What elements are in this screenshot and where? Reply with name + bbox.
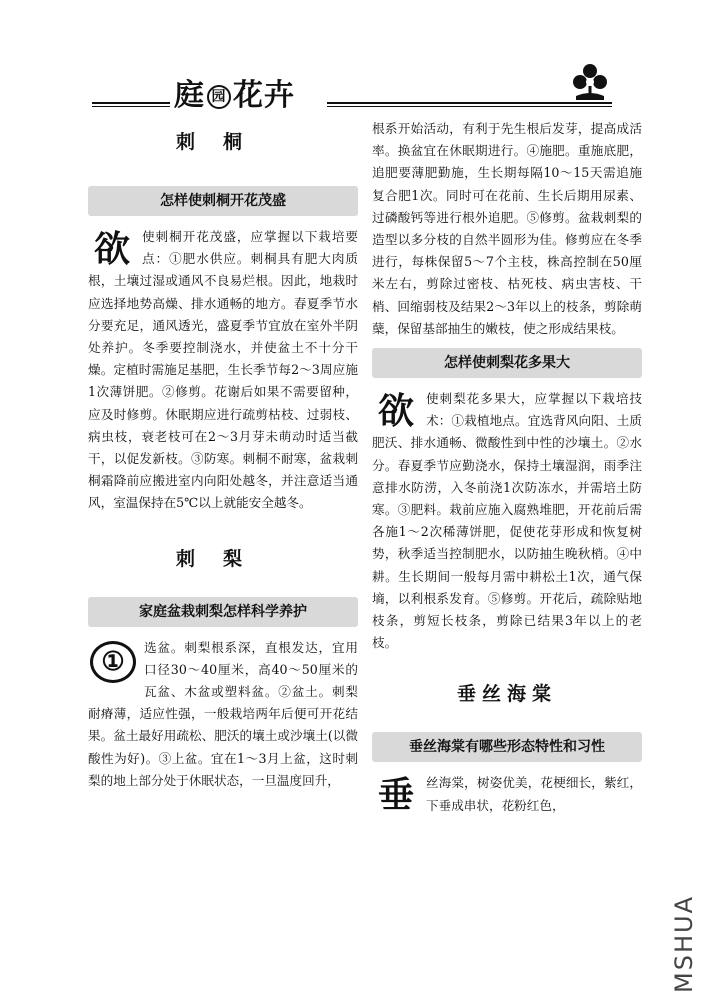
header-rule-left-thin [92,106,170,107]
brand-char: 庭 [174,78,205,113]
paragraph-citong [88,226,358,515]
drop-cap: 垂 [377,774,414,817]
paragraph-cili-continued: 根系开始活动，有利于先生根后发芽，提高成活率。换盆宜在休眠期进行。④施肥。重施底肥，追肥要薄肥勤施，生长期每隔10～15天需追施复合肥1次。同时可在花前、生长后期用尿素、过磷酸钙等进行根外追肥。⑤修剪。盆栽刺梨的造型以多分枝的自然半圆形为佳。修剪应在冬季进行，每株保留5～7个主枝，株高控制在50厘米左右，剪除过密枝、枯死枝、病虫害枝、干梢、回缩弱枝及结果2～3年以上的枝条，剪除萌蘖，保留基部抽生的嫩枝，使之形成结果枝。 [372,121,642,336]
brand-circle-char: 园 [207,85,231,109]
article-title-chuisi: 垂丝海棠 [456,683,557,706]
paragraph-cili-fruit [372,388,642,654]
subheading-cili-pot: 家庭盆栽刺梨怎样科学养护 [88,597,358,627]
paragraph-text: 选盆。刺梨根系深，直根发达，宜用口径30～40厘米，高40～50厘米的瓦盆、木盆或塑料盆。②盆土。刺梨耐瘠薄，适应性强，一般栽培两年后便可开花结果。盆土最好用疏松、肥沃的壤土或沙壤土(以微酸性为好)。③上盆。宜在1～3月上盆，这时刺梨的地上部分处于休眠状态，一旦温度回升， [88,639,358,788]
paragraph-text: 使刺桐开花茂盛，应掌握以下栽培要点：①肥水供应。刺桐具有肥大肉质根，土壤过湿或通风不良易烂根。因此，地栽时应选择地势高燥、排水通畅的地方。春夏季节水分要充足，通风透光，盛夏季节宜放在室外半阴处养护。冬季要控制浇水，并使盆土不十分干燥。定植时需施足基肥，生长季节每2～3周应施1次薄饼肥。②修剪。花谢后如果不需要留种，应及时修剪。休眠期应进行疏剪枯枝、过弱枝、病虫枝，衰老枝可在2～3月芽未萌动时适当截干，以促发新枝。③防寒。刺桐不耐寒，盆栽刺桐霜降前应搬进室内向阳处越冬，并注意适当通风，室温保持在5℃以上就能安全越冬。 [88,229,358,511]
flower-icon [570,62,610,106]
drop-number: ① [90,641,136,683]
paragraph-chuisi [372,772,642,816]
drop-cap: 欲 [93,228,130,270]
left-column [88,118,358,792]
article-title-cili: 刺梨 [175,547,270,570]
watermark: MSHUA [670,895,698,993]
section-brand [174,70,295,114]
page-header [92,62,622,112]
subheading-chuisi: 垂丝海棠有哪些形态特性和习性 [372,732,642,762]
paragraph-text: 使刺梨花多果大，应掌握以下栽培技术：①栽植地点。宜选背风向阳、土质肥沃、排水通畅、微酸性到中性的沙壤土。②水分。春夏季节应勤浇水，保持土壤湿润，雨季注意排水防涝，入冬前浇1次防冻水，并需培土防寒。③肥料。栽前应施入腐熟堆肥，开花前后需各施1～2次稀薄饼肥，促使花芽形成和恢复树势，秋季适当控制肥水，以防抽生晚秋梢。④中耕。生长期间一般每月需中耕松土1次，通气保墒，以利根系发育。⑤修剪。开花后，疏除贴地枝条，剪短长枝条，剪除已结果3年以上的老枝。 [372,391,642,651]
header-rule-right-thin [327,106,612,107]
subheading-cili-fruit: 怎样使刺梨花多果大 [372,348,642,378]
subheading-citong: 怎样使刺桐开花茂盛 [88,186,358,216]
paragraph-text: 丝海棠，树姿优美，花梗细长，紫红，下垂成串状，花粉红色， [426,775,642,813]
drop-cap: 欲 [377,390,414,433]
brand-tail: 花卉 [233,78,295,113]
paragraph-cili-pot [88,637,358,792]
right-column [372,118,642,817]
header-rule-left [92,102,170,104]
article-title-citong: 刺桐 [175,131,270,153]
